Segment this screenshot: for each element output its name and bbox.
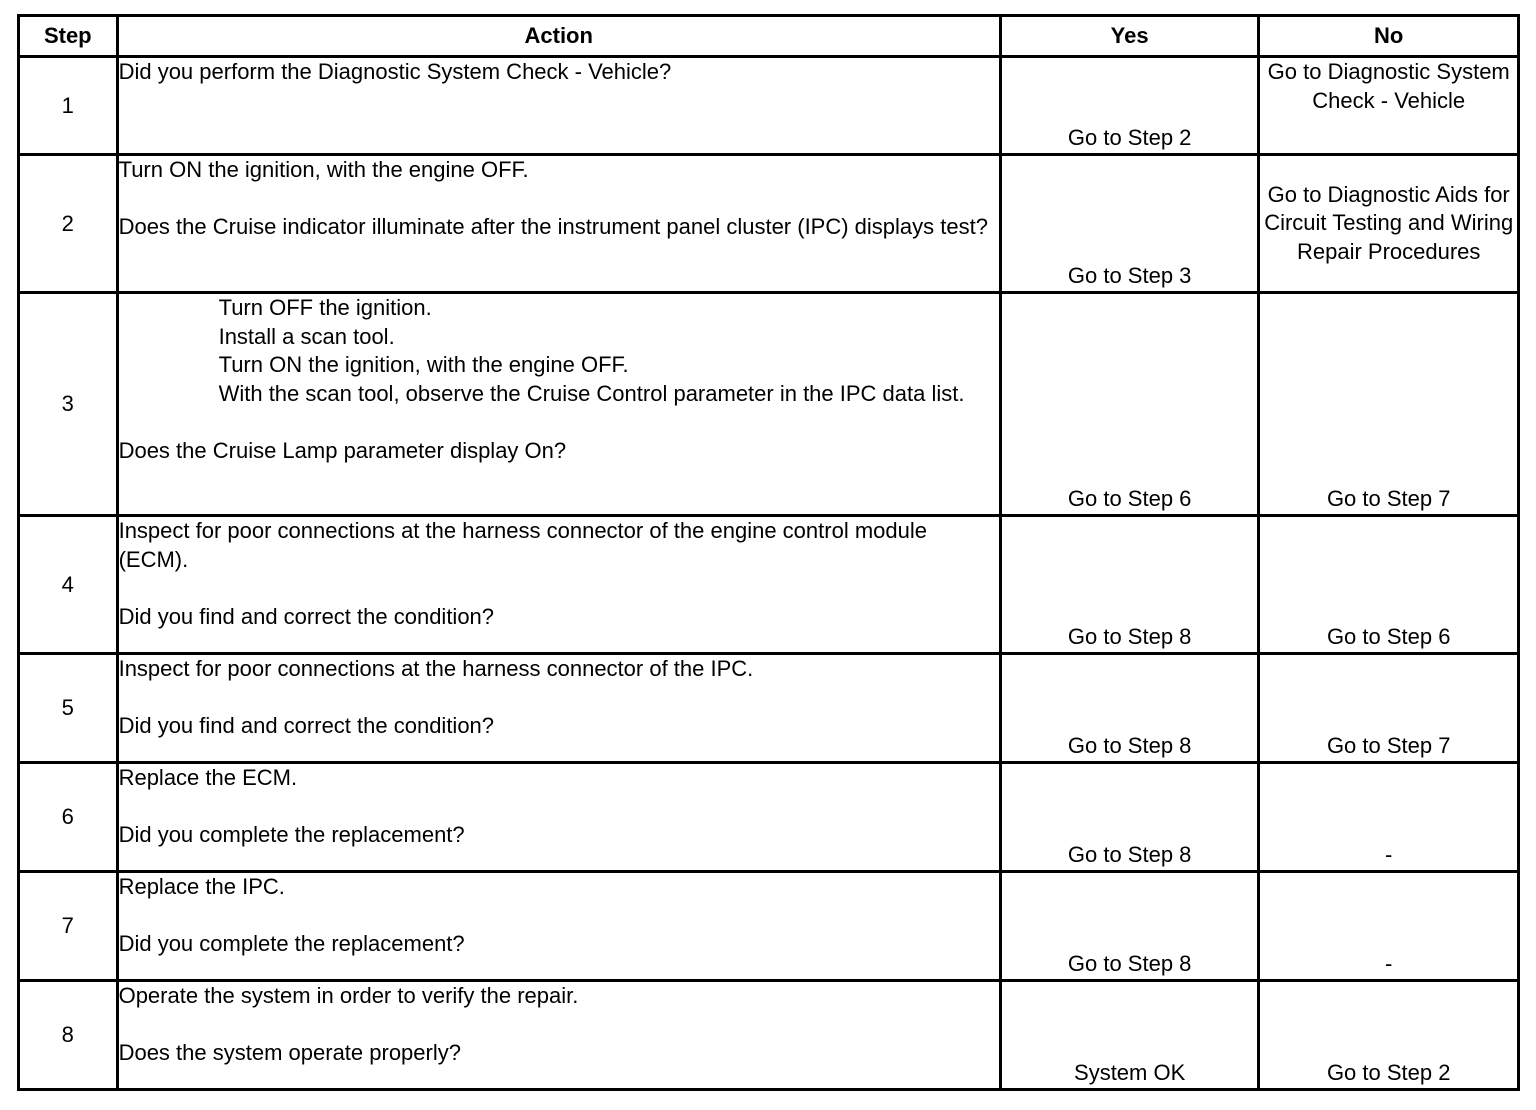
no-cell: Go to Diagnostic System Check - Vehicle — [1259, 57, 1519, 155]
action-substep: Turn OFF the ignition. — [218, 295, 432, 320]
header-row — [19, 16, 1519, 57]
step-number: 3 — [19, 293, 118, 516]
action-substep: Install a scan tool. — [218, 323, 395, 349]
step-number: 8 — [19, 981, 118, 1090]
action-cell — [117, 981, 1000, 1090]
table-row — [19, 872, 1519, 981]
step-number: 4 — [19, 516, 118, 654]
yes-cell: Go to Step 3 — [1000, 155, 1259, 293]
action-cell — [117, 155, 1000, 293]
table-row — [19, 981, 1519, 1090]
yes-cell: Go to Step 8 — [1000, 763, 1259, 872]
step-number: 6 — [19, 763, 118, 872]
action-cell — [117, 654, 1000, 763]
action-text: Operate the system in order to verify the repair. — [118, 983, 579, 1008]
action-substep: Turn ON the ignition, with the engine OFF. — [218, 352, 629, 378]
table-row — [19, 516, 1519, 654]
action-cell — [117, 763, 1000, 872]
no-cell: Go to Diagnostic Aids for Circuit Testing and Wiring Repair Procedures — [1259, 155, 1519, 293]
header-action: Action — [117, 16, 1000, 57]
step-number: 1 — [19, 57, 118, 155]
action-text: Did you perform the Diagnostic System Check - Vehicle? — [118, 59, 672, 84]
table-row — [19, 654, 1519, 763]
yes-cell: Go to Step 8 — [1000, 872, 1259, 981]
yes-cell: Go to Step 8 — [1000, 516, 1259, 654]
action-cell — [117, 57, 1000, 155]
action-text: Inspect for poor connections at the harness connector of the IPC. — [118, 656, 754, 681]
yes-cell: Go to Step 2 — [1000, 57, 1259, 155]
no-cell: - — [1259, 872, 1519, 981]
action-cell — [117, 293, 1000, 516]
yes-cell: Go to Step 6 — [1000, 293, 1259, 516]
action-text: Inspect for poor connections at the harness connector of the engine control module (ECM). — [118, 518, 927, 572]
table-row — [19, 155, 1519, 293]
no-cell: Go to Step 2 — [1259, 981, 1519, 1090]
no-cell: - — [1259, 763, 1519, 872]
step-number: 2 — [19, 155, 118, 293]
action-cell — [117, 516, 1000, 654]
step-number: 7 — [19, 872, 118, 981]
header-yes: Yes — [1000, 16, 1259, 57]
action-cell — [117, 872, 1000, 981]
action-text: Replace the IPC. — [118, 874, 285, 899]
action-question: Did you complete the replacement? — [118, 822, 465, 848]
diagnostic-table — [17, 14, 1520, 1091]
action-question: Did you complete the replacement? — [118, 931, 465, 957]
yes-cell: Go to Step 8 — [1000, 654, 1259, 763]
action-text: Replace the ECM. — [118, 765, 298, 790]
action-text: Turn ON the ignition, with the engine OFF. — [118, 157, 529, 182]
no-cell: Go to Step 7 — [1259, 654, 1519, 763]
step-number: 5 — [19, 654, 118, 763]
action-question: Does the Cruise indicator illuminate after the instrument panel cluster (IPC) displays test? — [118, 214, 988, 240]
action-question: Did you find and correct the condition? — [118, 603, 495, 629]
action-question: Does the Cruise Lamp parameter display On? — [118, 437, 567, 463]
action-question: Did you find and correct the condition? — [118, 713, 495, 739]
no-cell: Go to Step 7 — [1259, 293, 1519, 516]
action-question: Does the system operate properly? — [118, 1040, 461, 1066]
table-row — [19, 57, 1519, 155]
header-no: No — [1259, 16, 1519, 57]
action-substep: With the scan tool, observe the Cruise Control parameter in the IPC data list. — [218, 380, 965, 406]
no-cell: Go to Step 6 — [1259, 516, 1519, 654]
header-step: Step — [19, 16, 118, 57]
yes-cell: System OK — [1000, 981, 1259, 1090]
table-row — [19, 763, 1519, 872]
table-row — [19, 293, 1519, 516]
